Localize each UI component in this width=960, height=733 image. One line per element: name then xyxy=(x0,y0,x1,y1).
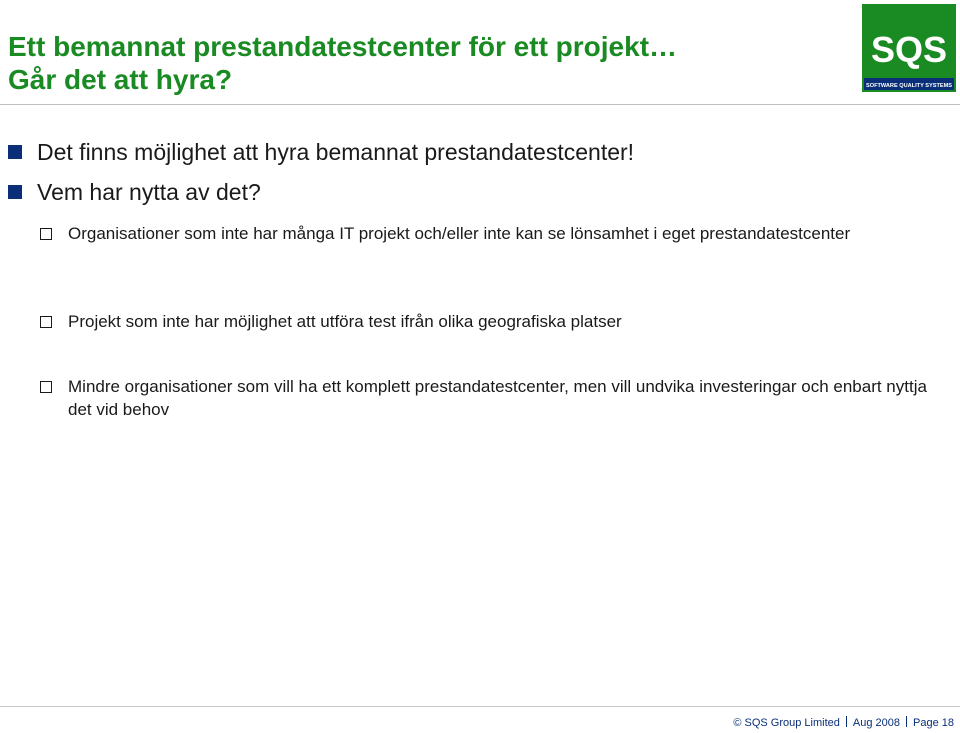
slide-title xyxy=(8,30,838,96)
footer-divider xyxy=(0,706,960,707)
sqs-logo xyxy=(862,4,956,92)
slide-title-line-1: Ett bemannat prestandatestcenter för ett projekt… xyxy=(8,31,678,62)
sub-bullet-text-3: Mindre organisationer som vill ha ett komplett prestandatestcenter, men vill undvika investeringar och enbart nyttja det vid behov xyxy=(68,377,927,419)
footer-page-number: Page 18 xyxy=(913,717,954,729)
footer-separator xyxy=(906,716,907,727)
sub-bullet-item-3 xyxy=(40,375,950,421)
title-divider xyxy=(0,104,960,105)
slide-title-line-2: Går det att hyra? xyxy=(8,64,233,95)
logo-tagline-text: SOFTWARE QUALITY SYSTEMS xyxy=(866,83,952,89)
bullet-text-1: Det finns möjlighet att hyra bemannat prestandatestcenter! xyxy=(37,139,635,165)
filled-square-bullet-icon xyxy=(8,185,22,199)
sub-bullet-text-1: Organisationer som inte har många IT projekt och/eller inte kan se lönsamhet i eget prestandatestcenter xyxy=(68,224,851,243)
bullet-text-2: Vem har nytta av det? xyxy=(37,179,261,205)
footer-separator xyxy=(846,716,847,727)
logo-brand-text: SQS xyxy=(870,29,948,70)
sub-bullet-item-2 xyxy=(40,310,950,333)
hollow-square-bullet-icon xyxy=(40,228,52,240)
sub-bullet-item-1 xyxy=(40,222,950,245)
footer-date: Aug 2008 xyxy=(852,717,901,729)
filled-square-bullet-icon xyxy=(8,145,22,159)
slide-footer xyxy=(733,716,954,729)
hollow-square-bullet-icon xyxy=(40,381,52,393)
footer-copyright: © SQS Group Limited xyxy=(733,717,840,729)
bullet-item-1 xyxy=(8,138,634,166)
bullet-item-2 xyxy=(8,178,261,206)
hollow-square-bullet-icon xyxy=(40,316,52,328)
sub-bullet-text-2: Projekt som inte har möjlighet att utföra test ifrån olika geografiska platser xyxy=(68,312,622,331)
